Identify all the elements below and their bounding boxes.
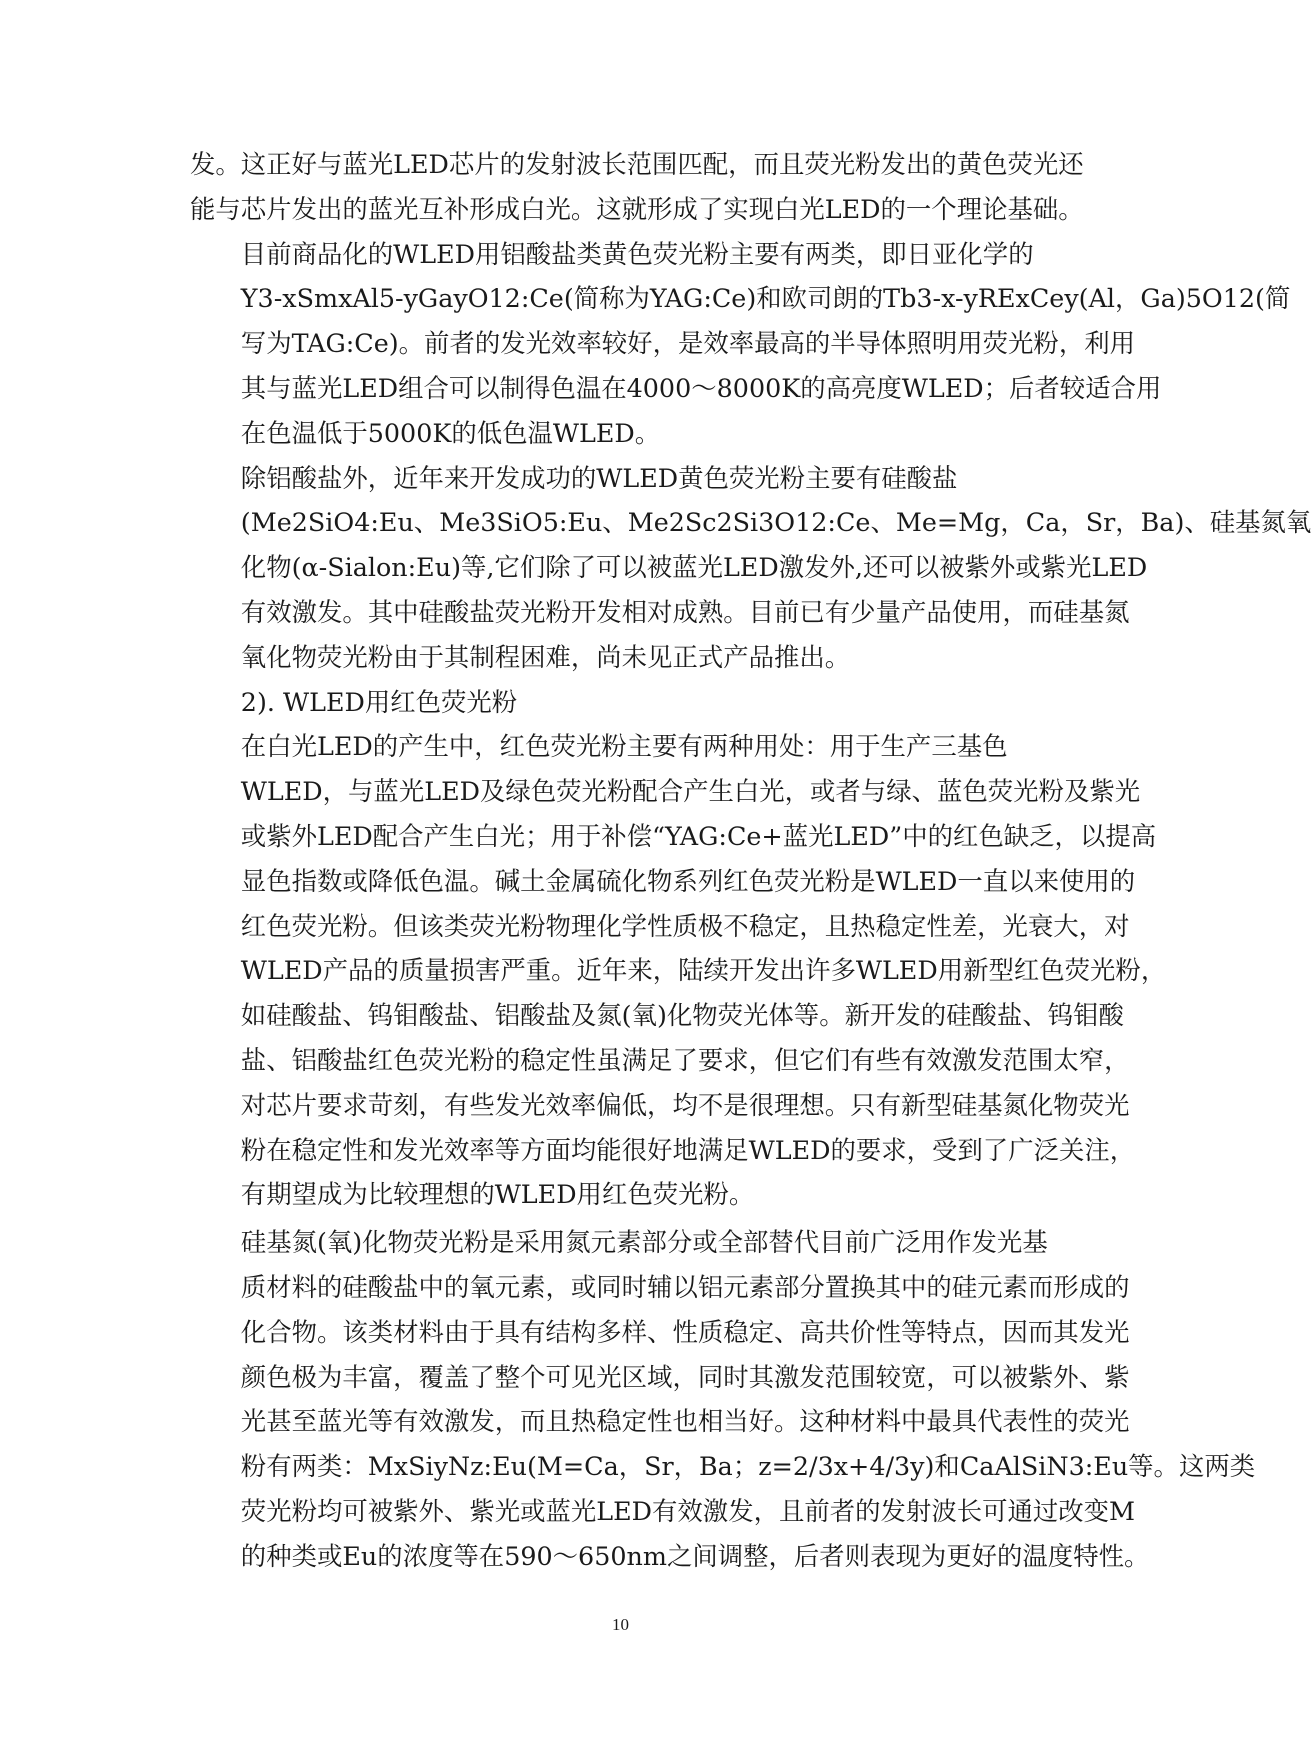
text-line: WLED，与蓝光LED及绿色荧光粉配合产生白光，或者与绿、蓝色荧光粉及紫光 — [240, 776, 1141, 807]
text-line: WLED产品的质量损害严重。近年来，陆续开发出许多WLED用新型红色荧光粉， — [240, 955, 1167, 986]
text-line: 的种类或Eu的浓度等在590～650nm之间调整，后者则表现为更好的温度特性。 — [240, 1540, 1150, 1571]
text-line: 显色指数或降低色温。碱土金属硫化物系列红色荧光粉是WLED一直以来使用的 — [240, 865, 1136, 896]
paragraph-5 — [190, 724, 1167, 1217]
text-line: 目前商品化的WLED用铝酸盐类黄色荧光粉主要有两类，即日亚化学的 — [240, 238, 1034, 269]
text-line: 能与芯片发出的蓝光互补形成白光。这就形成了实现白光LED的一个理论基础。 — [190, 193, 1084, 224]
text-line: 在白光LED的产生中，红色荧光粉主要有两种用处：用于生产三基色 — [240, 731, 1008, 762]
text-line: 有期望成为比较理想的WLED用红色荧光粉。 — [240, 1179, 755, 1210]
text-line: 写为TAG:Ce)。前者的发光效率较好，是效率最高的半导体照明用荧光粉，利用 — [240, 328, 1135, 359]
text-line: 发。这正好与蓝光LED芯片的发射波长范围匹配，而且荧光粉发出的黄色荧光还 — [190, 149, 1084, 179]
text-line: 如硅酸盐、钨钼酸盐、铝酸盐及氮(氧)化物荧光体等。新开发的硅酸盐、钨钼酸 — [240, 1000, 1124, 1031]
heading-text: 2). WLED用红色荧光粉 — [240, 686, 518, 717]
paragraph-3 — [190, 456, 1311, 680]
text-line: 在色温低于5000K的低色温WLED。 — [240, 417, 661, 448]
text-line: 粉在稳定性和发光效率等方面均能很好地满足WLED的要求，受到了广泛关注， — [240, 1134, 1136, 1165]
paragraph-1 — [190, 142, 1084, 232]
text-line: 盐、铝酸盐红色荧光粉的稳定性虽满足了要求，但它们有些有效激发范围太窄， — [240, 1044, 1130, 1075]
text-line: 化合物。该类材料由于具有结构多样、性质稳定、高共价性等特点，因而其发光 — [240, 1316, 1130, 1347]
text-line: 其与蓝光LED组合可以制得色温在4000～8000K的高亮度WLED；后者较适合用 — [240, 372, 1162, 403]
paragraph-2 — [190, 232, 1291, 456]
text-line: 光甚至蓝光等有效激发，而且热稳定性也相当好。这种材料中最具代表性的荧光 — [240, 1406, 1130, 1437]
text-line: 荧光粉均可被紫外、紫光或蓝光LED有效激发，且前者的发射波长可通过改变M — [240, 1495, 1136, 1526]
section-heading — [190, 680, 1050, 725]
text-line: 粉有两类：MxSiyNz:Eu(M=Ca，Sr，Ba；z=2/3x+4/3y)和CaAlSiN3:Eu等。这两类 — [240, 1451, 1256, 1482]
text-line: 红色荧光粉。但该类荧光粉物理化学性质极不稳定，且热稳定性差，光衰大，对 — [240, 910, 1130, 941]
body-text — [190, 142, 1311, 1579]
text-line: 氧化物荧光粉由于其制程困难，尚未见正式产品推出。 — [240, 641, 851, 672]
text-line: 有效激发。其中硅酸盐荧光粉开发相对成熟。目前已有少量产品使用，而硅基氮 — [240, 596, 1130, 627]
text-line: 质材料的硅酸盐中的氧元素，或同时辅以铝元素部分置换其中的硅元素而形成的 — [240, 1271, 1130, 1302]
text-line: 颜色极为丰富，覆盖了整个可见光区域，同时其激发范围较宽，可以被紫外、紫 — [240, 1361, 1130, 1392]
text-line: 除铝酸盐外，近年来开发成功的WLED黄色荧光粉主要有硅酸盐 — [240, 462, 958, 493]
text-line: Y3-xSmxAl5-yGayO12:Ce(简称为YAG:Ce)和欧司朗的Tb3-x-yRExCey(Al，Ga)5O12(简 — [240, 283, 1291, 314]
text-line: (Me2SiO4:Eu、Me3SiO5:Eu、Me2Sc2Si3O12:Ce、Me=Mg，Ca，Sr，Ba)、硅基氮氧 — [240, 507, 1311, 538]
page-number: 10 — [612, 1615, 629, 1634]
text-line: 硅基氮(氧)化物荧光粉是采用氮元素部分或全部替代目前广泛用作发光基 — [240, 1227, 1048, 1258]
text-line: 化物(α-Sialon:Eu)等,它们除了可以被蓝光LED激发外,还可以被紫外或紫光LED — [240, 552, 1148, 583]
paragraph-6 — [190, 1220, 1256, 1578]
text-line: 或紫外LED配合产生白光；用于补偿“YAG:Ce+蓝光LED”中的红色缺乏，以提高 — [240, 820, 1157, 851]
text-line: 对芯片要求苛刻，有些发光效率偏低，均不是很理想。只有新型硅基氮化物荧光 — [240, 1089, 1130, 1120]
